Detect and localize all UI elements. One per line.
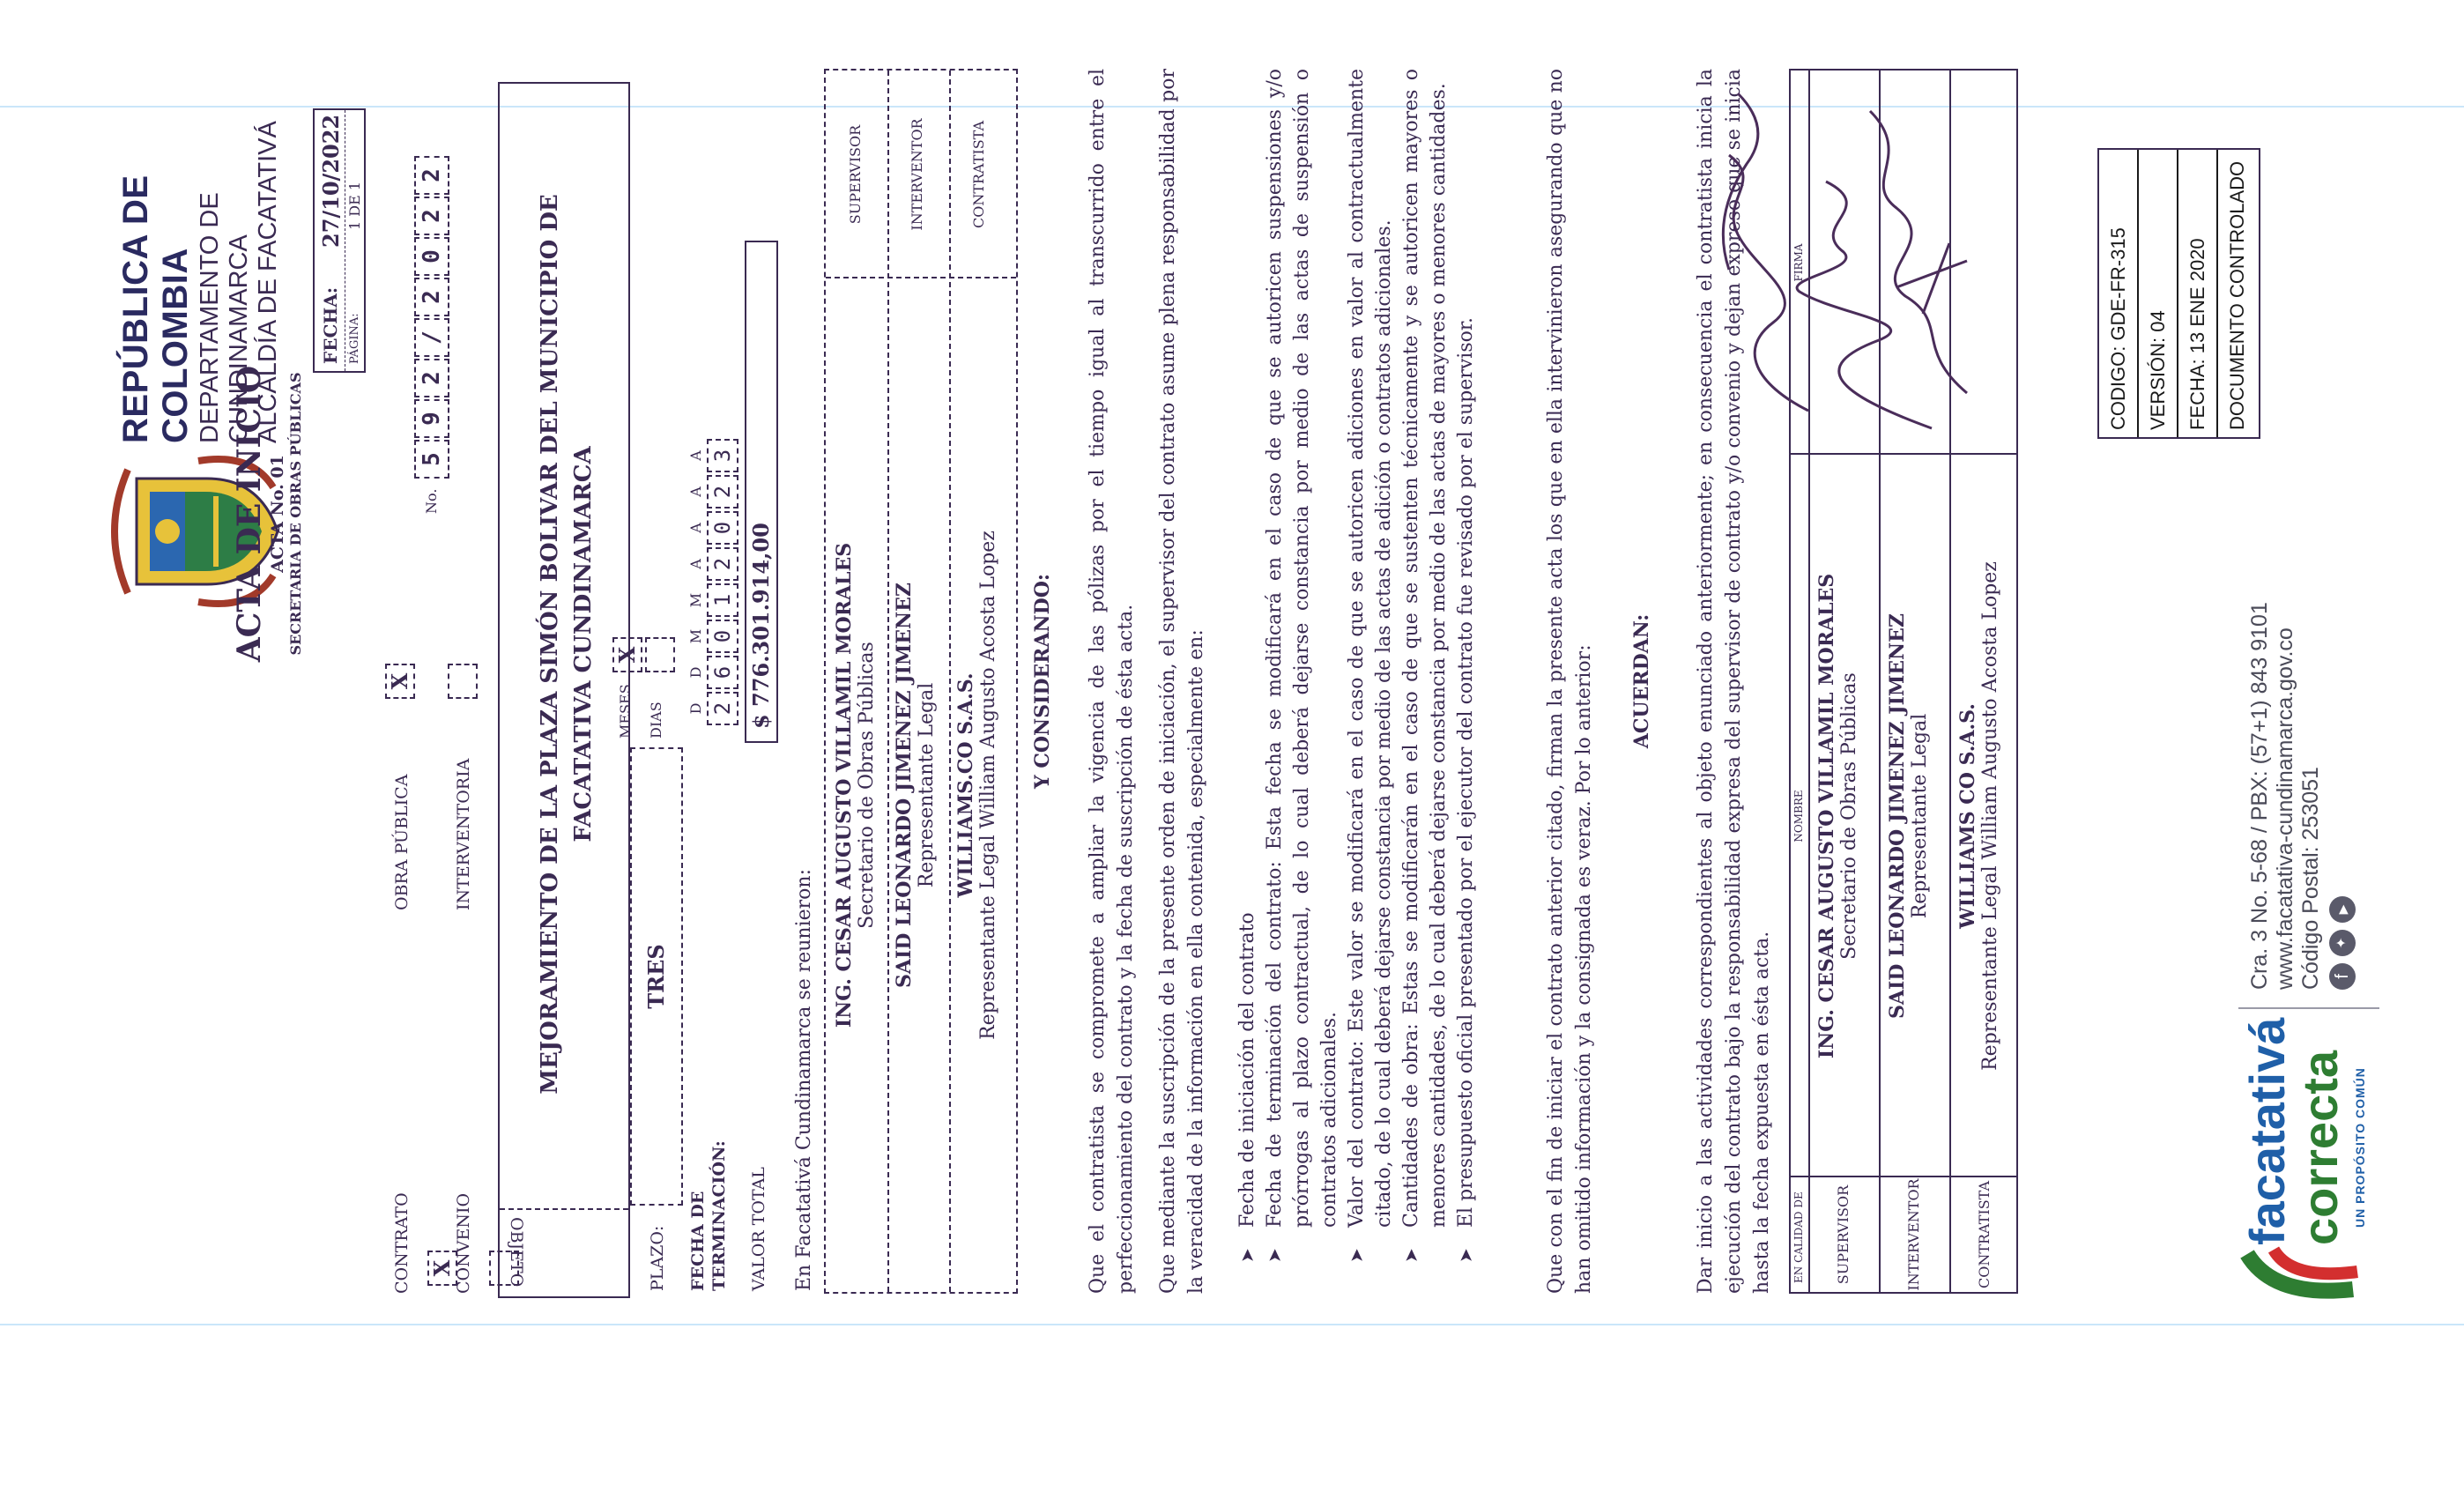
- objeto-label: OBJETO: [507, 1217, 526, 1288]
- participant-capacity: INTERVENTOR: [909, 118, 925, 231]
- sig-capacity: CONTRATISTA: [1976, 1180, 1993, 1289]
- contrato-checkbox[interactable]: X: [427, 1251, 457, 1286]
- list-item: ➤ El presupuesto oficial presentado por el ejecutor del contrato fue revisado por el supervisor.: [1455, 317, 1477, 1263]
- participant-role: Representante Legal: [916, 682, 938, 888]
- objeto-text: MEJORAMIENTO DE LA PLAZA SIMÓN BOLIVAR DEL MUNICIPIO DE FACATATIVA CUNDINAMARCA: [537, 194, 597, 1095]
- control-date: FECHA: 13 ENE 2020: [2178, 150, 2218, 437]
- obra-publica-checkbox[interactable]: X: [385, 664, 415, 699]
- pagina-label: PÁGINA:: [348, 313, 361, 364]
- doc-title-block: [231, 355, 304, 672]
- handwritten-signatures: [1703, 58, 1993, 446]
- date-format-letters: D D M M A A A A: [687, 450, 704, 715]
- footer-website[interactable]: www.facatativa-cundinamarca.gov.co: [2273, 627, 2297, 990]
- date-digit: 6: [707, 656, 738, 689]
- participant-name: WILLIAMS.CO S.A.S.: [954, 672, 977, 898]
- logo-word-1: facatativá: [2239, 1017, 2295, 1245]
- date-digit: 1: [707, 583, 738, 617]
- footer-address: Cra. 3 No. 5-68 / PBX: (57+1) 843 9101: [2247, 602, 2272, 990]
- signature-table: [1789, 69, 2018, 1294]
- sig-capacity: SUPERVISOR: [1835, 1184, 1852, 1285]
- youtube-icon[interactable]: ▶: [2329, 896, 2356, 923]
- sig-name-row: ING. CESAR AUGUSTO VILLAMIL MORALES Secretario de Obras Públicas: [1815, 573, 1860, 1059]
- valor-total-label: VALOR TOTAL: [749, 1167, 768, 1291]
- convenio-label: CONVENIO: [454, 1192, 473, 1294]
- sig-name-row: SAID LEONARDO JIMENEZ JIMENEZ Representante Legal: [1886, 613, 1931, 1019]
- control-version: VERSIÓN: 04: [2139, 150, 2178, 437]
- interventoria-label: INTERVENTORIA: [454, 758, 473, 910]
- twitter-icon[interactable]: ✦: [2329, 930, 2356, 956]
- number-digit: 2: [414, 197, 449, 235]
- meses-label: MESES: [617, 684, 634, 739]
- date-digit: 2: [707, 475, 738, 508]
- considerando-p1: Que el contratista se compromete a ampliar la vigencia de las pólizas por el tiempo igual al transcurrido entre el perfeccionamiento del contrato y la fecha de suscripción de ésta acta.: [1087, 69, 1137, 1294]
- date-digit: 2: [707, 547, 738, 581]
- participant-capacity: SUPERVISOR: [847, 124, 864, 225]
- secretaria-name: SECRETARIA DE OBRAS PÚBLICAS: [287, 372, 304, 656]
- sig-name-row: WILLIAMS CO S.A.S. Representante Legal William Augusto Acosta Lopez: [1956, 561, 2001, 1071]
- contrato-label: CONTRATO: [392, 1192, 412, 1294]
- list-item: ➤ Fecha de terminación del contrato: Esta fecha se modificará en el caso de que se autoricen suspensiones y/o prórrogas al plazo contractual, de lo cual deberá dejarse constancia por medio de las actas de suspensión o contratos adicionales.: [1264, 69, 1340, 1263]
- meses-checkbox[interactable]: X: [612, 637, 642, 672]
- obra-publica-label: OBRA PÚBLICA: [392, 774, 412, 910]
- considerando-title: Y CONSIDERANDO:: [1031, 574, 1054, 789]
- considerando-p2: Que mediante la suscripción de la presente orden de iniciación, el supervisor del contrato asume plena responsabilidad por la veracidad de la información en ella contenida, especialmente en:: [1157, 69, 1207, 1294]
- department-name: DEPARTAMENTO DE CUNDINAMARCA: [196, 192, 253, 443]
- control-status: DOCUMENTO CONTROLADO: [2226, 160, 2248, 430]
- list-item: ➤ Cantidades de obra: Estas se modificarán en el caso de que se sustenten técnicamente y se autoricen mayores o menores cantidades, de lo cual deberá dejarse constancia por medio de las actas de mayores o menores cantidades.: [1400, 69, 1450, 1263]
- number-digit: 2: [414, 156, 449, 195]
- considerando-p3: Que con el fin de iniciar el contrato anterior citado, firman la presente acta los que en ella intervinieron asegurando que no han omitido información y la consignada es veraz. Por lo anterior:: [1545, 69, 1595, 1294]
- plazo-value: TRES: [630, 747, 683, 1206]
- footer-postal: Código Postal: 253051: [2298, 767, 2323, 990]
- objeto-box: [498, 82, 630, 1298]
- country-title: REPÚBLICA DE COLOMBIA: [116, 174, 195, 443]
- fecha-box: [313, 108, 366, 373]
- participant-row: [954, 278, 999, 1292]
- date-digit: 0: [707, 511, 738, 545]
- considerando-list: [1234, 69, 1480, 1263]
- col-signature-header: FIRMA: [1792, 243, 1805, 282]
- number-digit: 2: [414, 359, 449, 397]
- participant-role: Secretario de Obras Públicas: [856, 642, 878, 929]
- doc-title: ACTA DE INICIO: [231, 365, 268, 663]
- facebook-icon[interactable]: f: [2329, 963, 2356, 990]
- number-digit: 2: [414, 278, 449, 316]
- footer-contact: [2247, 496, 2356, 990]
- document-control-box: [2097, 148, 2260, 439]
- participant-capacity: CONTRATISTA: [970, 120, 987, 229]
- logo-tagline: UN PROPÓSITO COMÚN: [2353, 1067, 2367, 1228]
- footer-divider: [2238, 1007, 2379, 1009]
- participant-name: ING. CESAR AUGUSTO VILLAMIL MORALES: [833, 542, 856, 1028]
- col-name-header: NOMBRE: [1792, 790, 1805, 842]
- social-icons: [2329, 496, 2356, 990]
- dias-label: DIAS: [648, 701, 664, 739]
- acta-number: ACTA No. 01: [268, 455, 287, 573]
- fecha-label: FECHA:: [320, 286, 341, 364]
- participant-row: [893, 278, 938, 1292]
- participant-name: SAID LEONARDO JIMENEZ JIMENEZ: [893, 583, 916, 988]
- participant-row: [833, 278, 878, 1292]
- sig-capacity: INTERVENTOR: [1905, 1178, 1922, 1291]
- interventoria-checkbox[interactable]: [448, 664, 478, 699]
- col-capacity-header: EN CALIDAD DE: [1792, 1191, 1805, 1283]
- number-digit: 0: [414, 237, 449, 276]
- logo-word-2: correcta: [2292, 1050, 2348, 1245]
- pagina-value: 1 DE 1: [346, 181, 363, 230]
- facatativa-correcta-logo: [2230, 1016, 2388, 1307]
- date-digit: 3: [707, 439, 738, 472]
- acuerdan-title: ACUERDAN:: [1630, 613, 1653, 749]
- no-label: No.: [423, 488, 440, 514]
- number-digit: 5: [414, 440, 449, 479]
- plazo-label: PLAZO:: [648, 1225, 667, 1291]
- list-item: ➤ Fecha de iniciación del contrato: [1236, 912, 1258, 1263]
- participants-table: [824, 69, 1018, 1294]
- fecha-terminacion-digits: [707, 439, 738, 725]
- valor-total-value: $ 776.301.914,00: [745, 241, 778, 743]
- date-digit: 2: [707, 692, 738, 725]
- number-digit: /: [414, 318, 449, 357]
- contract-number: [414, 156, 449, 479]
- list-item: ➤ Valor del contrato: Este valor se modificará en el caso de que se autoricen adiciones en valor al contractualmente citado, de lo cual deberá dejarse constancia por medio de las actas de adición o contratos adicionales.: [1346, 69, 1395, 1263]
- control-code: CODIGO: GDE-FR-315: [2099, 150, 2139, 437]
- participant-role: Representante Legal William Augusto Acosta Lopez: [977, 531, 999, 1040]
- number-digit: 9: [414, 399, 449, 438]
- reunion-text: En Facatativá Cundinamarca se reunieron:: [793, 869, 815, 1291]
- dias-checkbox[interactable]: [645, 637, 675, 672]
- fecha-terminacion-label: FECHA DE TERMINACIÓN:: [688, 1140, 729, 1291]
- municipality-name: ALCALDÍA DE FACATATIVÁ: [254, 121, 282, 443]
- date-digit: 0: [707, 620, 738, 653]
- acuerdan-text: Dar inicio a las actividades correspondientes al objeto enunciado anteriormente; en consecuencia el contratista inicia la ejecución del contrato bajo la responsabilidad expresa del supervisor de contrato y/o convenio y dejan expreso que se inicia hasta la fecha expuesta en ésta acta.: [1695, 69, 1773, 1294]
- fecha-value: 27/10/2022: [318, 114, 344, 248]
